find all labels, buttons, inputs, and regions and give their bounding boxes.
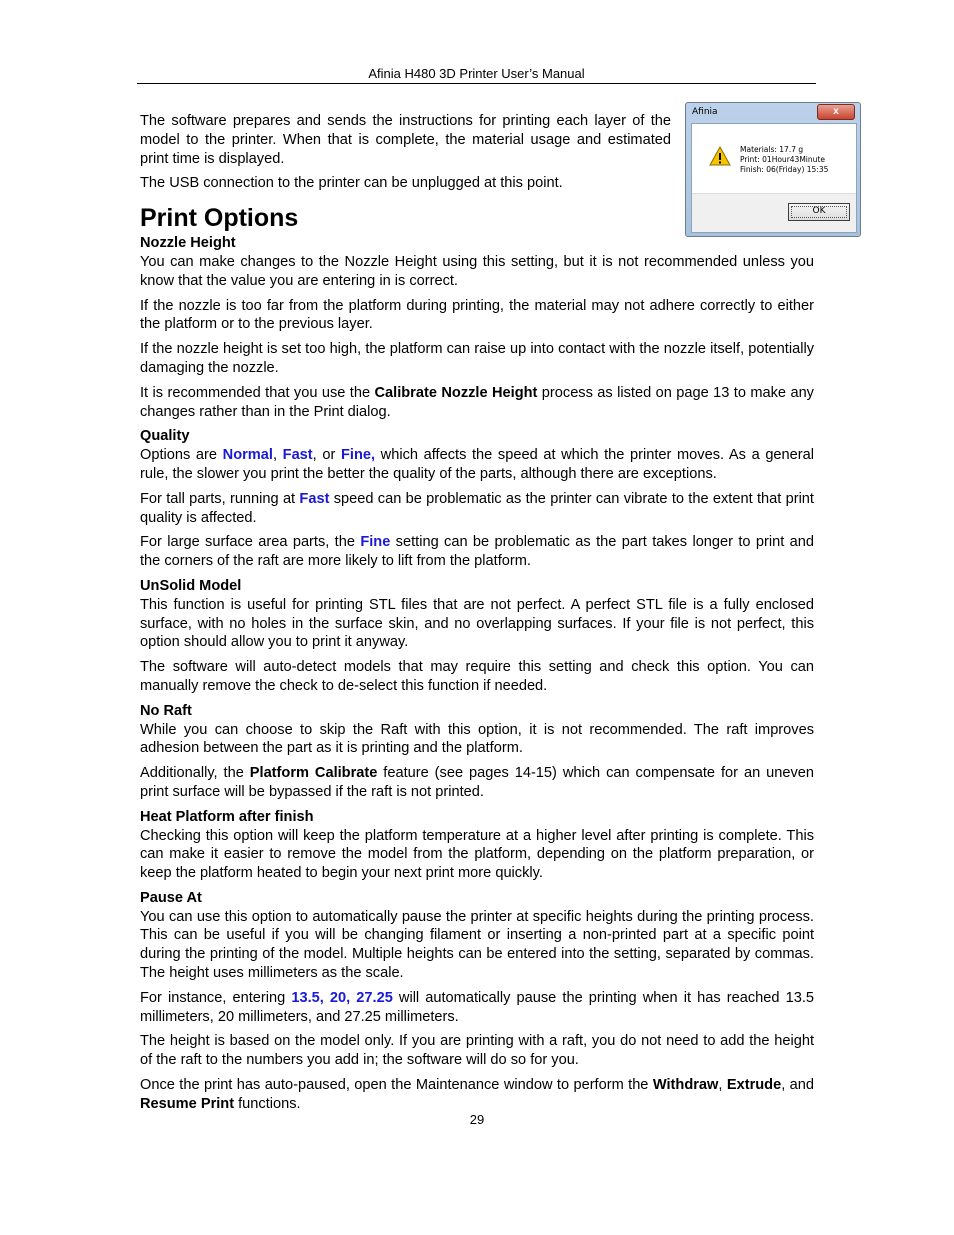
heat-paragraph-1: Checking this option will keep the platform temperature at a higher level after printing is complete. This can make it easier to remove the model from the platform, depending on the platform preparation, or keep the platform heated to begin your next print more quickly.: [140, 827, 814, 882]
text-run: setting can be problematic as the part takes longer to print and the corners of the raft are more likely to lift from the platform.: [140, 534, 814, 570]
pause-paragraph-3: The height is based on the model only. If you are printing with a raft, you do not need to add the height of the raft to the numbers you add in; the software will do so for you.: [140, 1033, 814, 1069]
text-run: , and: [781, 1077, 815, 1094]
text-run: , or: [312, 447, 341, 464]
pause-paragraph-2: [140, 989, 814, 1027]
dialog-line-finish: Finish: 06(Friday) 15:35: [740, 165, 829, 174]
dialog-line-print: Print: 01Hour43Minute: [740, 155, 825, 164]
unsolid-paragraph-1: This function is useful for printing STL files that are not perfect. A perfect STL file is a fully enclosed surface, with no holes in the surface skin, and no overlapping surfaces. If your file is not perfect, this option should allow you to print it anyway.: [140, 596, 814, 651]
page-header: Afinia H480 3D Printer User’s Manual: [137, 66, 816, 84]
pause-heading: Pause At: [140, 889, 202, 906]
quality-paragraph-3: [140, 533, 814, 571]
text-run: For instance, entering: [140, 989, 292, 1006]
text-run: ,: [718, 1077, 727, 1094]
pause-paragraph-4: [140, 1076, 814, 1114]
text-run: ,: [272, 447, 283, 464]
text-run: feature (see pages 14-15) which can compensate for an uneven print surface will be bypassed if the raft is not printed.: [140, 765, 815, 800]
text-run: Options are: [140, 447, 223, 464]
normal-term: Normal: [222, 447, 273, 464]
noraft-heading: No Raft: [140, 702, 192, 719]
noraft-paragraph-1: While you can choose to skip the Raft with this option, it is not recommended. The raft improves adhesion between the part as it is printing and the platform.: [140, 721, 814, 757]
pause-paragraph-1: You can use this option to automatically pause the printer at specific heights during the printing process. This can be useful if you will be changing filament or inserting a non-printed part at a specific point during the printing of the model. Multiple heights can be entered into the setting, separated by commas. The height uses millimeters as the scale.: [140, 908, 814, 982]
extrude-term: Extrude: [726, 1077, 782, 1094]
intro-paragraph: The software prepares and sends the instructions for printing each layer of the model to the printer. When that is complete, the material usage and estimated print time is displayed.: [140, 113, 671, 167]
withdraw-term: Withdraw: [652, 1077, 719, 1094]
text-run: which affects the speed at which the printer moves. As a general rule, the slower you print the better the quality of the parts, although there are exceptions.: [140, 447, 815, 482]
text-run: It is recommended that you use the: [140, 384, 375, 401]
text-run: functions.: [234, 1095, 301, 1112]
fine-term: Fine,: [340, 447, 376, 464]
fast-term: Fast: [282, 447, 313, 464]
calibrate-nozzle-height-term: Calibrate Nozzle Height: [374, 384, 538, 401]
page-content: [140, 112, 814, 1120]
text-run: will automatically pause the printing when it has reached 13.5 millimeters, 20 millimeters, and 27.25 millimeters.: [140, 989, 814, 1025]
quality-paragraph-2: [140, 490, 814, 528]
heat-heading: Heat Platform after finish: [140, 808, 314, 825]
text-run: For tall parts, running at: [140, 490, 300, 507]
unsolid-paragraph-2: The software will auto-detect models that may require this setting and check this option. You can manually remove the check to de-select this function if needed.: [140, 659, 814, 694]
ok-button[interactable]: OK: [788, 203, 850, 221]
text-run: speed can be problematic as the printer can vibrate to the extent that print quality is affected.: [140, 490, 814, 526]
platform-calibrate-term: Platform Calibrate: [249, 765, 378, 782]
text-run: process as listed on page 13 to make any changes rather than in the Print dialog.: [140, 384, 814, 420]
nozzle-paragraph-4: [140, 384, 814, 422]
usb-paragraph: The USB connection to the printer can be unplugged at this point.: [140, 175, 563, 192]
noraft-paragraph-2: [140, 764, 814, 802]
nozzle-paragraph-3: If the nozzle height is set too high, the platform can raise up into contact with the nozzle itself, potentially damaging the nozzle.: [140, 341, 814, 376]
nozzle-heading: Nozzle Height: [140, 235, 236, 252]
fine-term: Fine: [360, 534, 391, 551]
nozzle-paragraph-2: If the nozzle is too far from the platform during printing, the material may not adhere correctly to either the platform or to the previous layer.: [140, 297, 814, 333]
text-run: Once the print has auto-paused, open the Maintenance window to perform the: [140, 1077, 653, 1094]
unsolid-heading: UnSolid Model: [140, 577, 242, 594]
dialog-close-button[interactable]: x: [817, 104, 855, 120]
dialog-line-materials: Materials: 17.7 g: [740, 145, 804, 154]
text-run: For large surface area parts, the: [140, 534, 361, 551]
section-title: Print Options: [140, 204, 299, 233]
quality-paragraph-1: [140, 446, 814, 484]
text-run: Additionally, the: [140, 765, 250, 782]
nozzle-paragraph-1: You can make changes to the Nozzle Height using this setting, but it is not recommended unless you know that the value you are entering in is correct.: [140, 253, 814, 289]
page-number: 29: [469, 1112, 485, 1127]
quality-heading: Quality: [140, 428, 190, 445]
pause-values: 13.5, 20, 27.25: [291, 989, 393, 1006]
fast-term: Fast: [299, 490, 330, 507]
dialog-title: Afinia: [692, 107, 718, 117]
resume-print-term: Resume Print: [140, 1095, 235, 1112]
